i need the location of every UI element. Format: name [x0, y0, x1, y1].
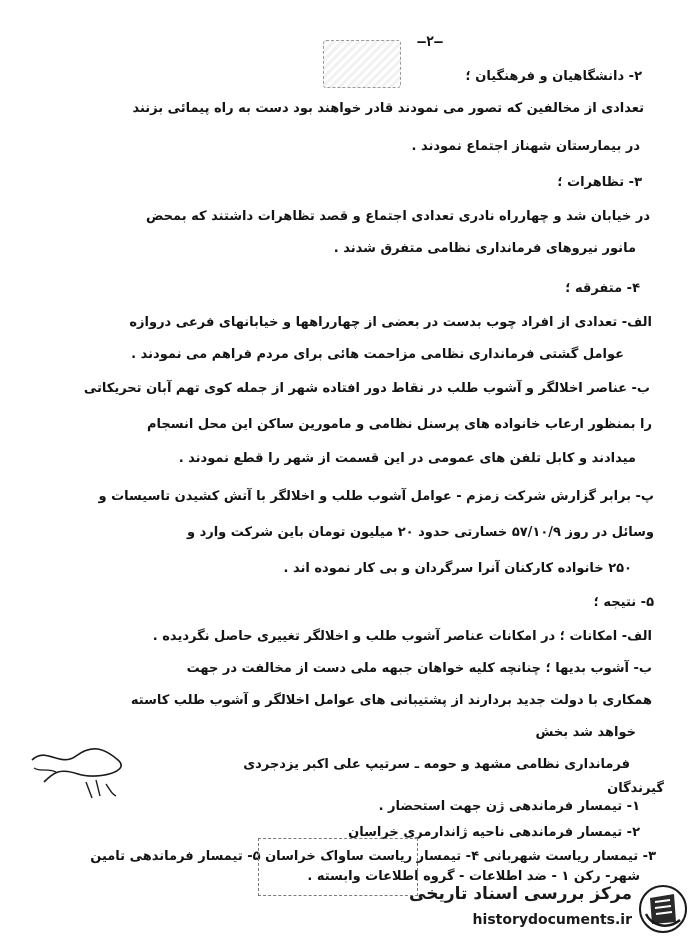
section-2-line-1: تعدادی از مخالفین که تصور می نمودند قادر خواهند بود دست به راه پیمائی بزنند [132, 101, 644, 116]
recipient-2: ۲- تیمسار فرماندهی ناحیه ژاندارمری خراسان [348, 825, 640, 840]
section-4-pe-line-2: وسائل در روز ۵۷/۱۰/۹ خسارتی حدود ۲۰ میلیون تومان باین شرکت وارد و [186, 525, 654, 540]
watermark-url: historydocuments.ir [472, 912, 632, 928]
section-5-be-line-1: ب- آشوب بدیها ؛ چنانچه کلیه خواهان جبهه ملی دست از مخالفت در جهت [186, 661, 652, 676]
handwritten-signature [26, 738, 136, 808]
section-5-be-line-3: خواهد شد بخش [535, 725, 636, 740]
archive-logo-icon [638, 884, 688, 934]
section-2-line-2: در بیمارستان شهناز اجتماع نمودند . [411, 139, 640, 154]
section-4-be-line-1: ب- عناصر اخلالگر و آشوب طلب در نقاط دور افتاده شهر از جمله کوی تهم آبان تحریکاتی [83, 381, 650, 396]
section-4-alef-line-2: عوامل گشتی فرمانداری نظامی مزاحمت هائی برای مردم فراهم می نمودند . [131, 347, 624, 362]
page-number: —۲— [417, 34, 443, 50]
section-3-line-1: در خیابان شد و چهارراه نادری تعدادی اجتماع و قصد تظاهرات داشتند که بمحض [145, 209, 650, 224]
signature-line: فرمانداری نظامی مشهد و حومه ـ سرتیپ علی اکبر یزدجردی [243, 757, 630, 772]
watermark [400, 880, 692, 940]
scan-patch-box [258, 838, 418, 896]
recipient-4: شهر- رکن ۱ - ضد اطلاعات - گروه اطلاعات وابسته . [307, 869, 640, 884]
section-4-alef-line-1: الف- تعدادی از افراد چوب بدست در بعضی از چهارراهها و خیابانهای فرعی دروازه [129, 315, 652, 330]
section-5-be-line-2: همکاری با دولت جدید بردارند از پشتیبانی های عوامل اخلالگر و آشوب طلب کاسته [130, 693, 652, 708]
recipient-1: ۱- تیمسار فرماندهی ژن جهت استحضار . [378, 799, 640, 814]
section-3-heading: ۳- تظاهرات ؛ [557, 175, 642, 190]
section-2-heading: ۲- دانشگاهیان و فرهنگیان ؛ [465, 69, 642, 84]
recipient-3: ۳- تیمسار ریاست شهربانی ۴- تیمسار ریاست ساواک خراسان ۵- تیمسار فرماندهی تامین [90, 849, 656, 864]
section-5-alef-line: الف- امکانات ؛ در امکانات عناصر آشوب طلب و اخلالگر تغییری حاصل نگردیده . [152, 629, 652, 644]
section-3-line-2: مانور نیروهای فرمانداری نظامی متفرق شدند . [333, 241, 636, 256]
section-4-be-line-2: را بمنظور ارعاب خانواده های پرسنل نظامی و مامورین ساکن این محل انسجام [146, 417, 652, 432]
section-5-heading: ۵- نتیجه ؛ [593, 595, 654, 610]
recipients-heading: گیرندگان [607, 781, 664, 796]
section-4-pe-line-3: ۲۵۰ خانواده کارکنان آنرا سرگردان و بی کار نموده اند . [283, 561, 632, 576]
section-4-heading: ۴- متفرقه ؛ [565, 281, 640, 296]
archive-stamp [323, 40, 401, 88]
watermark-title: مرکز بررسی اسناد تاریخی [409, 884, 632, 904]
section-4-pe-line-1: پ- برابر گزارش شرکت زمزم - عوامل آشوب طلب و اخلالگر با آتش کشیدن تاسیسات و [98, 489, 654, 504]
section-4-be-line-3: میدادند و کابل تلفن های عمومی در این قسمت از شهر را قطع نمودند . [178, 451, 636, 466]
